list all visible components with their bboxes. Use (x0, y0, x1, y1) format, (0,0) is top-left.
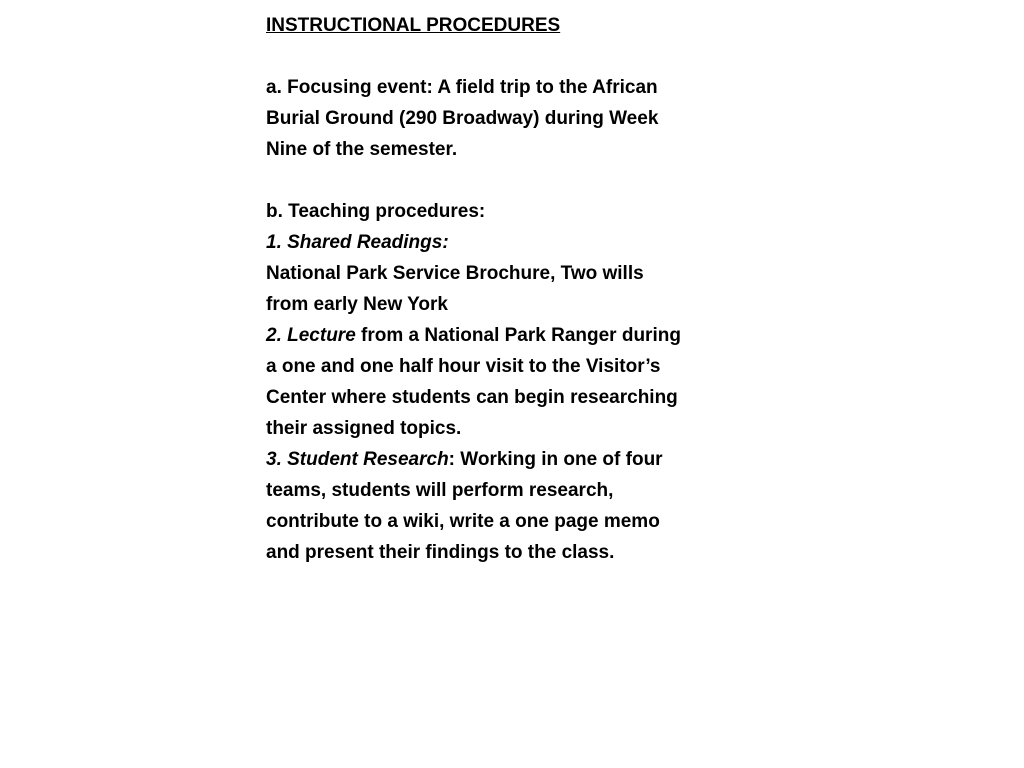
lecture-line: their assigned topics. (266, 418, 462, 439)
student-research-line-rest: : Working in one of four (448, 449, 663, 470)
student-research-line: teams, students will perform research, (266, 480, 614, 501)
student-research-line: and present their findings to the class. (266, 542, 615, 563)
teaching-procedures-title: b. Teaching procedures: (266, 201, 486, 222)
slide-text-body (266, 10, 766, 568)
lecture-line: Center where students can begin researching (266, 387, 678, 408)
student-research-title: 3. Student Research (266, 449, 449, 470)
student-research-line (266, 444, 766, 475)
spacer (266, 165, 766, 196)
focusing-event-line: Burial Ground (290 Broadway) during Week (266, 108, 659, 129)
lecture-line-rest: from a National Park Ranger during (355, 325, 681, 346)
focusing-event-line: Nine of the semester. (266, 139, 458, 160)
slide-heading: INSTRUCTIONAL PROCEDURES (266, 15, 561, 36)
lecture-line (266, 320, 766, 351)
student-research-line: contribute to a wiki, write a one page memo (266, 511, 660, 532)
shared-readings-line: from early New York (266, 294, 448, 315)
focusing-event-line: a. Focusing event: A field trip to the African (266, 77, 658, 98)
shared-readings-line: National Park Service Brochure, Two wills (266, 263, 644, 284)
lecture-line: a one and one half hour visit to the Visitor’s (266, 356, 661, 377)
shared-readings-title: 1. Shared Readings: (266, 232, 449, 253)
spacer (266, 41, 766, 72)
lecture-title: 2. Lecture (266, 325, 356, 346)
